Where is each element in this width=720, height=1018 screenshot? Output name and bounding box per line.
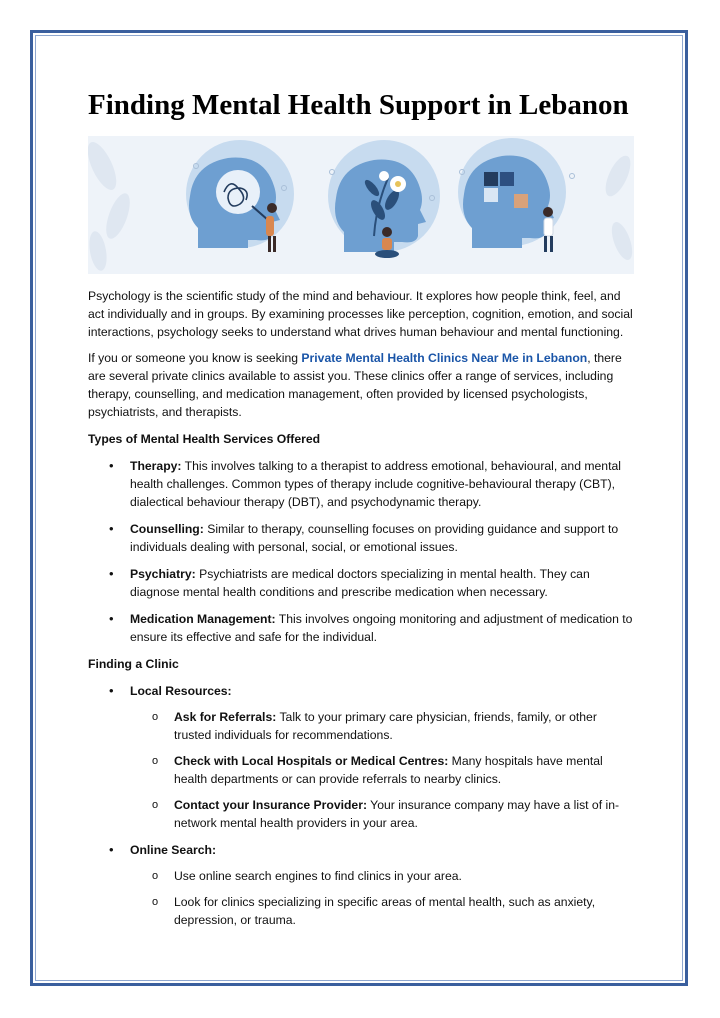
service-label: Medication Management:: [130, 612, 276, 626]
service-text: This involves ongoing monitoring and adjustment of medication to ensure its effective and safe for the individual.: [130, 612, 633, 644]
list-item: [130, 796, 634, 832]
hero-illustration: [88, 136, 634, 274]
clinics-paragraph-tail: , there are several private clinics available to assist you. These clinics offer a range of services, including therapy, counselling, and medication management, often provided by licensed psychologists, psychiatrists, and therapists.: [88, 351, 622, 419]
intro-paragraph: Psychology is the scientific study of the mind and behaviour. It explores how people think, feel, and act individually and in groups. By examining processes like perception, cognition, emotion, and social interactions, psychology seeks to understand what drives human behaviour and mental functioning.: [88, 289, 633, 339]
resource-label: Contact your Insurance Provider:: [174, 798, 368, 812]
page-title: Finding Mental Health Support in Lebanon: [88, 89, 629, 121]
resource-text: Many hospitals have mental health departments or can provide referrals to nearby clinics.: [174, 754, 603, 786]
resource-label: Check with Local Hospitals or Medical Centres:: [174, 754, 449, 768]
list-item: [88, 610, 634, 646]
service-label: Counselling:: [130, 522, 204, 536]
online-search-label: Online Search:: [130, 843, 217, 857]
service-text: Similar to therapy, counselling focuses on providing guidance and support to individuals dealing with personal, social, or emotional issues.: [130, 522, 619, 554]
clinics-link[interactable]: Private Mental Health Clinics Near Me in Lebanon: [301, 351, 588, 365]
resource-text: Talk to your primary care physician, friends, family, or other trusted individuals for recommendations.: [174, 710, 597, 742]
list-item: [130, 708, 634, 744]
list-item: o Use online search engines to find clinics in your area.: [130, 867, 634, 885]
resource-label: Ask for Referrals:: [174, 710, 277, 724]
clinics-paragraph-lead: If you or someone you know is seeking: [88, 351, 302, 365]
service-label: Psychiatry:: [130, 567, 196, 581]
resource-text: Your insurance company may have a list of in-network mental health providers in your area.: [174, 798, 620, 830]
head-3-icon: [458, 138, 566, 252]
service-text: This involves talking to a therapist to address emotional, behavioural, and mental health challenges. Common types of therapy include cognitive-behavioural therapy (CBT), dialectical behaviour therapy (DBT), and psychodynamic therapy.: [130, 459, 621, 509]
online-search-list: [130, 867, 634, 929]
finding-list: [88, 682, 634, 929]
service-text: Psychiatrists are medical doctors specializing in mental health. They can diagnose mental health conditions and prescribe medication when necessary.: [130, 567, 590, 599]
list-item: [88, 520, 634, 556]
local-resources-label: Local Resources:: [130, 684, 232, 698]
services-heading: Types of Mental Health Services Offered: [88, 432, 321, 446]
list-item: [88, 457, 634, 511]
clinics-paragraph: [88, 349, 634, 421]
list-item: [130, 752, 634, 788]
finding-heading: Finding a Clinic: [88, 657, 179, 671]
local-resources-list: [130, 708, 634, 832]
list-item: [88, 841, 634, 929]
list-item: o Look for clinics specializing in specific areas of mental health, such as anxiety, depression, or trauma.: [130, 893, 634, 929]
service-label: Therapy:: [130, 459, 182, 473]
document-body: [88, 86, 634, 929]
list-item: [88, 565, 634, 601]
list-item: [88, 682, 634, 832]
services-list: [88, 457, 634, 646]
